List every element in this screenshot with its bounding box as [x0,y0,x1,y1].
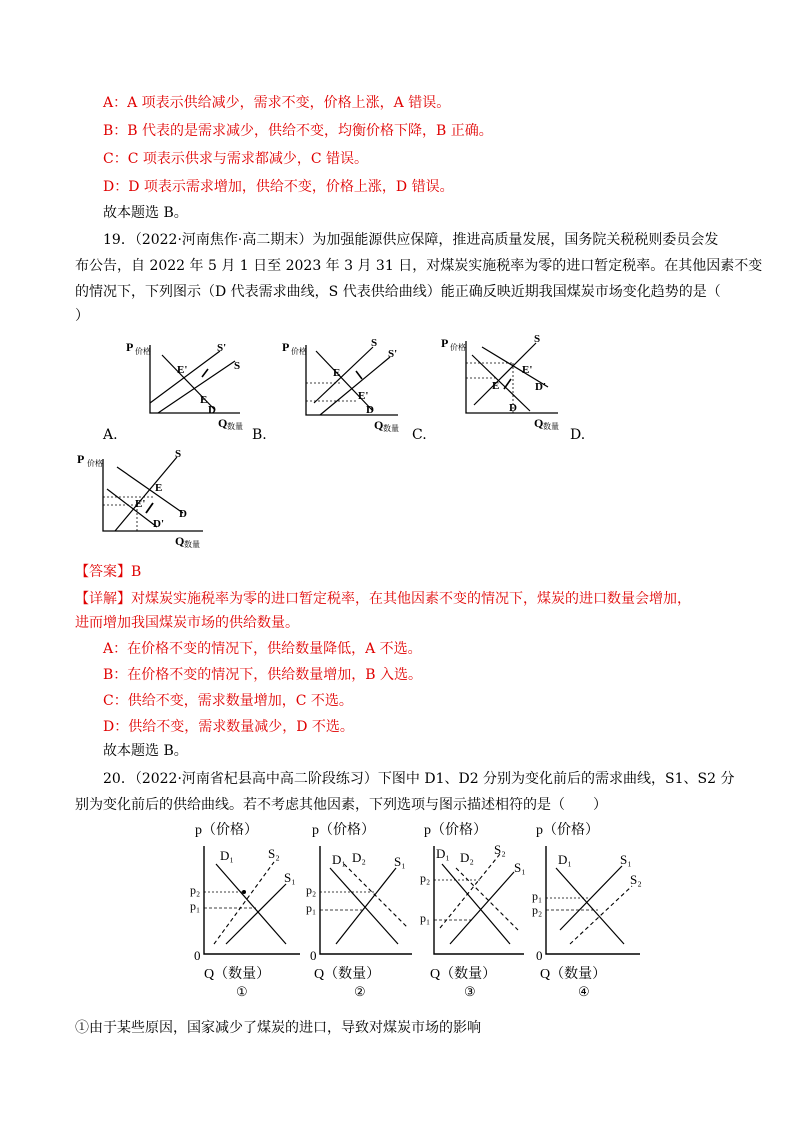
demand-curve-d2 [344,864,408,928]
s2-label: S₂ [268,846,280,861]
d2-label: D₂ [352,850,366,865]
price-label: 价格 [291,347,307,356]
q20-item-1: ①由于某些原因，国家减少了煤炭的进口，导致对煤炭市场的影响 [75,1020,481,1036]
q19-graph-c [438,333,578,433]
p1-label: p₁ [306,901,317,915]
q-qty-label: Q（数量） [204,967,271,982]
qty-label: 数量 [184,540,200,549]
demand-curve-d1 [442,864,510,944]
q20-stem-line1: 20．（2022·河南省杞县高中高二阶段练习）下图中 D1、D2 分别为变化前后的需求曲线，S1、S2 分 [103,771,735,787]
d-label: D [179,508,187,520]
axes [150,345,240,413]
demand-curve-d1 [330,868,398,944]
q19-option-b-label: B. [252,427,267,443]
s-label: S [234,360,241,372]
q19-graph-a [120,333,260,433]
origin-label: 0 [194,948,201,963]
figure-number: ① [236,984,248,999]
price-label: 价格 [450,343,466,352]
p2-label: p₂ [420,871,431,885]
s-label: S [175,448,182,460]
q-label: Q [534,416,544,430]
d-prime-label: D' [535,381,546,393]
e-label: E [155,482,163,494]
q18-conclusion: 故本题选 B。 [103,205,188,221]
demand-curve-d1 [556,868,624,944]
q19-detail-line2: 进而增加我国煤炭市场的供给数量。 [75,615,299,631]
p1-label: p₁ [532,889,543,903]
p2-label: p₂ [190,883,201,897]
figure-number: ② [354,984,366,999]
e-label: E [200,394,208,406]
q18-option-a: A：A 项表示供给减少，需求不变，价格上涨，A 错误。 [103,95,451,111]
arrow [202,369,208,377]
d1-label: D₁ [436,846,450,861]
q19-option-a-explanation: A：在价格不变的情况下，供给数量降低，A 不选。 [103,641,422,657]
p2-label: p₂ [306,883,317,897]
qty-label: 数量 [383,424,399,433]
supply-curve-s1 [560,866,622,930]
d1-label: D₁ [220,848,234,863]
q19-option-d-explanation: D：供给不变，需求数量减少，D 不选。 [103,719,354,735]
q-qty-label: Q（数量） [314,967,381,982]
q19-detail-line1: 【详解】对煤炭实施税率为零的进口暂定税率，在其他因素不变的情况下，煤炭的进口数量会增加， [75,591,691,607]
q18-option-d: D：D 项表示需求增加，供给不变，价格上涨，D 错误。 [103,179,454,195]
origin-label: 0 [310,948,317,963]
arrow [504,379,511,389]
axes [434,846,524,954]
d-label: D [366,404,374,416]
q19-option-c-label: C. [412,427,427,443]
p-label: P [441,336,449,350]
s-label: S [534,333,541,345]
e-prime-label: E' [358,390,369,402]
p2-label: p₂ [532,903,543,917]
q-label: Q [175,534,185,548]
d2-label: D₂ [460,850,474,865]
qty-label: 数量 [543,422,559,431]
p-price-label: p（价格） [195,823,258,838]
d1-label: D₁ [332,852,346,867]
s1-label: S₁ [514,860,526,875]
figure-number: ③ [464,984,476,999]
q-qty-label: Q（数量） [540,967,607,982]
q20-figure-2 [300,818,420,998]
price-label: 价格 [135,347,151,356]
q19-stem-line1: 19．（2022·河南焦作·高二期末）为加强能源供应保障，推进高质量发展，国务院关税税则委员会发 [103,232,719,248]
s-label: S [371,337,378,349]
supply-curve-s1 [450,872,514,944]
q19-stem-line2: 布公告，自 2022 年 5 月 1 日至 2023 年 3 月 31 日，对煤炭实施税率为零的进口暂定税率。在其他因素不变 [75,258,763,274]
p-price-label: p（价格） [536,823,599,838]
d1-label: D₁ [558,852,572,867]
p-label: P [126,340,134,354]
q19-graph-d [73,447,223,552]
arrow [356,371,362,379]
q-qty-label: Q（数量） [430,967,497,982]
q20-figure-4 [520,818,650,998]
q19-graph-b [278,333,418,433]
supply-curve-s2 [440,854,500,928]
p-label: P [282,340,290,354]
q19-stem-line3: 的情况下，下列图示（D 代表需求曲线，S 代表供给曲线）能正确反映近期我国煤炭市场变化趋势的是（ [75,284,721,300]
e-prime-label: E' [522,364,533,376]
q20-figure-3 [410,818,530,998]
q20-stem-line2: 别为变化前后的供给曲线。若不考虑其他因素，下列选项与图示描述相符的是（ ） [75,797,607,813]
q19-option-d-label: D. [570,427,586,443]
e-label: E [492,380,500,392]
q18-option-c: C：C 项表示供求与需求都减少，C 错误。 [103,151,369,167]
s2-label: S₂ [494,842,506,857]
e-label: E [333,367,341,379]
q19-conclusion: 故本题选 B。 [103,743,188,759]
s1-label: S₁ [394,854,406,869]
qty-label: 数量 [227,422,243,431]
s1-label: S₁ [620,852,632,867]
supply-curve-s1 [226,884,286,944]
d-label: D [208,404,216,416]
q18-option-b: B：B 代表的是需求减少，供给不变，均衡价格下降，B 正确。 [103,123,493,139]
p-label: P [77,452,85,466]
s2-label: S₂ [630,872,642,887]
q19-option-a-label: A. [103,427,118,443]
s-prime-label: S' [217,342,227,354]
s1-label: S₁ [284,870,296,885]
origin-label: 0 [536,948,543,963]
q-label: Q [374,418,384,432]
price-label: 价格 [87,459,103,468]
demand-curve [316,351,373,411]
supply-curve [115,457,177,531]
supply-curve-s2 [214,862,274,944]
demand-curve-d1 [216,864,286,944]
d-label: D [509,402,517,414]
d-prime-label: D' [153,518,164,530]
e-prime-label: E' [135,498,146,510]
arrow [146,503,153,513]
p1-label: p₁ [420,911,431,925]
q20-figure-1 [190,818,310,998]
p-price-label: p（价格） [424,823,487,838]
q19-stem-line4: ） [75,308,89,324]
s-prime-label: S' [388,348,398,360]
q19-answer: 【答案】B [75,564,142,580]
e-prime-label: E' [177,364,188,376]
q19-option-b-explanation: B：在价格不变的情况下，供给数量增加，B 入选。 [103,667,423,683]
p1-label: p₁ [190,899,201,913]
q-label: Q [218,416,228,430]
figure-number: ④ [578,984,590,999]
q19-option-c-explanation: C：供给不变，需求数量增加，C 不选。 [103,693,353,709]
p-price-label: p（价格） [312,823,375,838]
